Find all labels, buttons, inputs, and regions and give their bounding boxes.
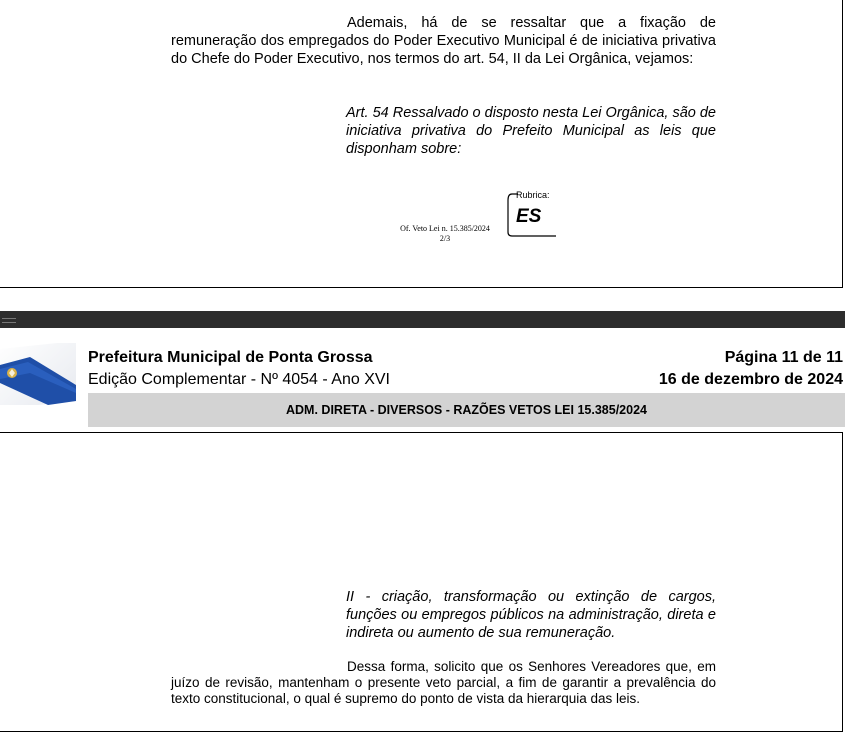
initials-text: ES (516, 206, 542, 227)
paragraph-remuneracao: Ademais, há de se ressaltar que a fixação de remuneração dos empregados do Poder Executivo Municipal é de iniciativa privativa do Chefe do Poder Executivo, nos termos do art. 54, II da Lei Orgânica, vejamos: (171, 15, 716, 67)
rubrica-initials (514, 203, 548, 227)
quote-inciso-ii: II - criação, transformação ou extinção de cargos, funções ou empregos públicos na administração, direta e indireta ou aumento de sua remuneração. (346, 589, 716, 641)
signature-note (386, 224, 504, 244)
quote-art-54: Art. 54 Ressalvado o disposto nesta Lei Orgânica, são de iniciativa privativa do Prefeito Municipal as leis que disponham sobre: (346, 105, 716, 157)
rubrica-label: Rubrica: (516, 190, 550, 200)
page-reference: 2/3 (439, 234, 451, 243)
municipal-flag-icon (0, 343, 76, 405)
doc-reference: Of. Veto Lei n. 15.385/2024 (400, 224, 490, 233)
page-number: Página 11 de 11 (724, 349, 843, 366)
paragraph-conclusao: Dessa forma, solicito que os Senhores Vereadores que, em juízo de revisão, mantenham o presente veto parcial, a fim de garantir a prevalência do texto constitucional, o qual é supremo do ponto de vista da hierarquia das leis. (171, 659, 716, 706)
section-title: ADM. DIRETA - DIVERSOS - RAZÕES VETOS LEI 15.385/2024 (286, 403, 647, 417)
municipality-title: Prefeitura Municipal de Ponta Grossa (88, 349, 373, 366)
publication-date: 16 de dezembro de 2024 (658, 371, 843, 388)
separator-mark (2, 318, 16, 323)
edition-info: Edição Complementar - Nº 4054 - Ano XVI (88, 371, 390, 388)
page-separator-band (0, 311, 845, 328)
section-title-bar (88, 393, 845, 427)
